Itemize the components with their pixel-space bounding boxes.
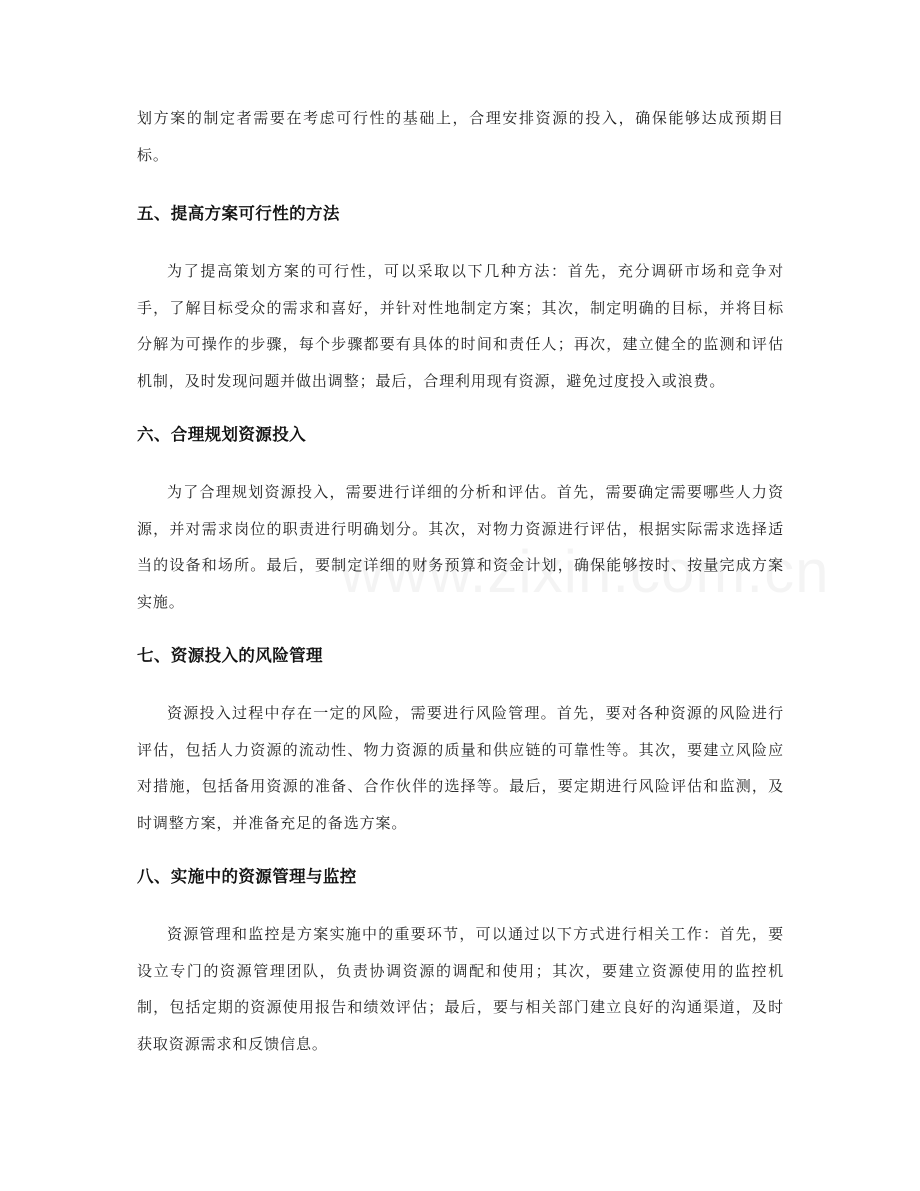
section-8 <box>137 865 784 1062</box>
section-heading: 五、提高方案可行性的方法 <box>137 204 340 223</box>
section-7 <box>137 644 784 841</box>
document-body <box>137 100 784 1062</box>
section-6 <box>137 423 784 620</box>
section-heading: 六、合理规划资源投入 <box>137 425 306 444</box>
section-heading: 八、实施中的资源管理与监控 <box>137 867 357 886</box>
section-paragraph: 为了提高策划方案的可行性，可以采取以下几种方法：首先，充分调研市场和竞争对手，了解目标受众的需求和喜好，并针对性地制定方案；其次，制定明确的目标，并将目标分解为可操作的步骤，每个步骤都要有具体的时间和责任人；再次，建立健全的监测和评估机制，及时发现问题并做出调整；最后，合理利用现有资源，避免过度投入或浪费。 <box>137 262 784 390</box>
section-paragraph: 资源管理和监控是方案实施中的重要环节，可以通过以下方式进行相关工作：首先，要设立专门的资源管理团队，负责协调资源的调配和使用；其次，要建立资源使用的监控机制，包括定期的资源使用报告和绩效评估；最后，要与相关部门建立良好的沟通渠道，及时获取资源需求和反馈信息。 <box>137 925 784 1053</box>
section-heading: 七、资源投入的风险管理 <box>137 646 323 665</box>
intro-paragraph: 划方案的制定者需要在考虑可行性的基础上，合理安排资源的投入，确保能够达成预期目标。 <box>137 109 784 164</box>
section-5 <box>137 202 784 399</box>
section-paragraph: 为了合理规划资源投入，需要进行详细的分析和评估。首先，需要确定需要哪些人力资源，并对需求岗位的职责进行明确划分。其次，对物力资源进行评估，根据实际需求选择适当的设备和场所。最后，要制定详细的财务预算和资金计划，确保能够按时、按量完成方案实施。 <box>137 483 784 611</box>
section-paragraph: 资源投入过程中存在一定的风险，需要进行风险管理。首先，要对各种资源的风险进行评估，包括人力资源的流动性、物力资源的质量和供应链的可靠性等。其次，要建立风险应对措施，包括备用资源的准备、合作伙伴的选择等。最后，要定期进行风险评估和监测，及时调整方案，并准备充足的备选方案。 <box>137 704 784 832</box>
